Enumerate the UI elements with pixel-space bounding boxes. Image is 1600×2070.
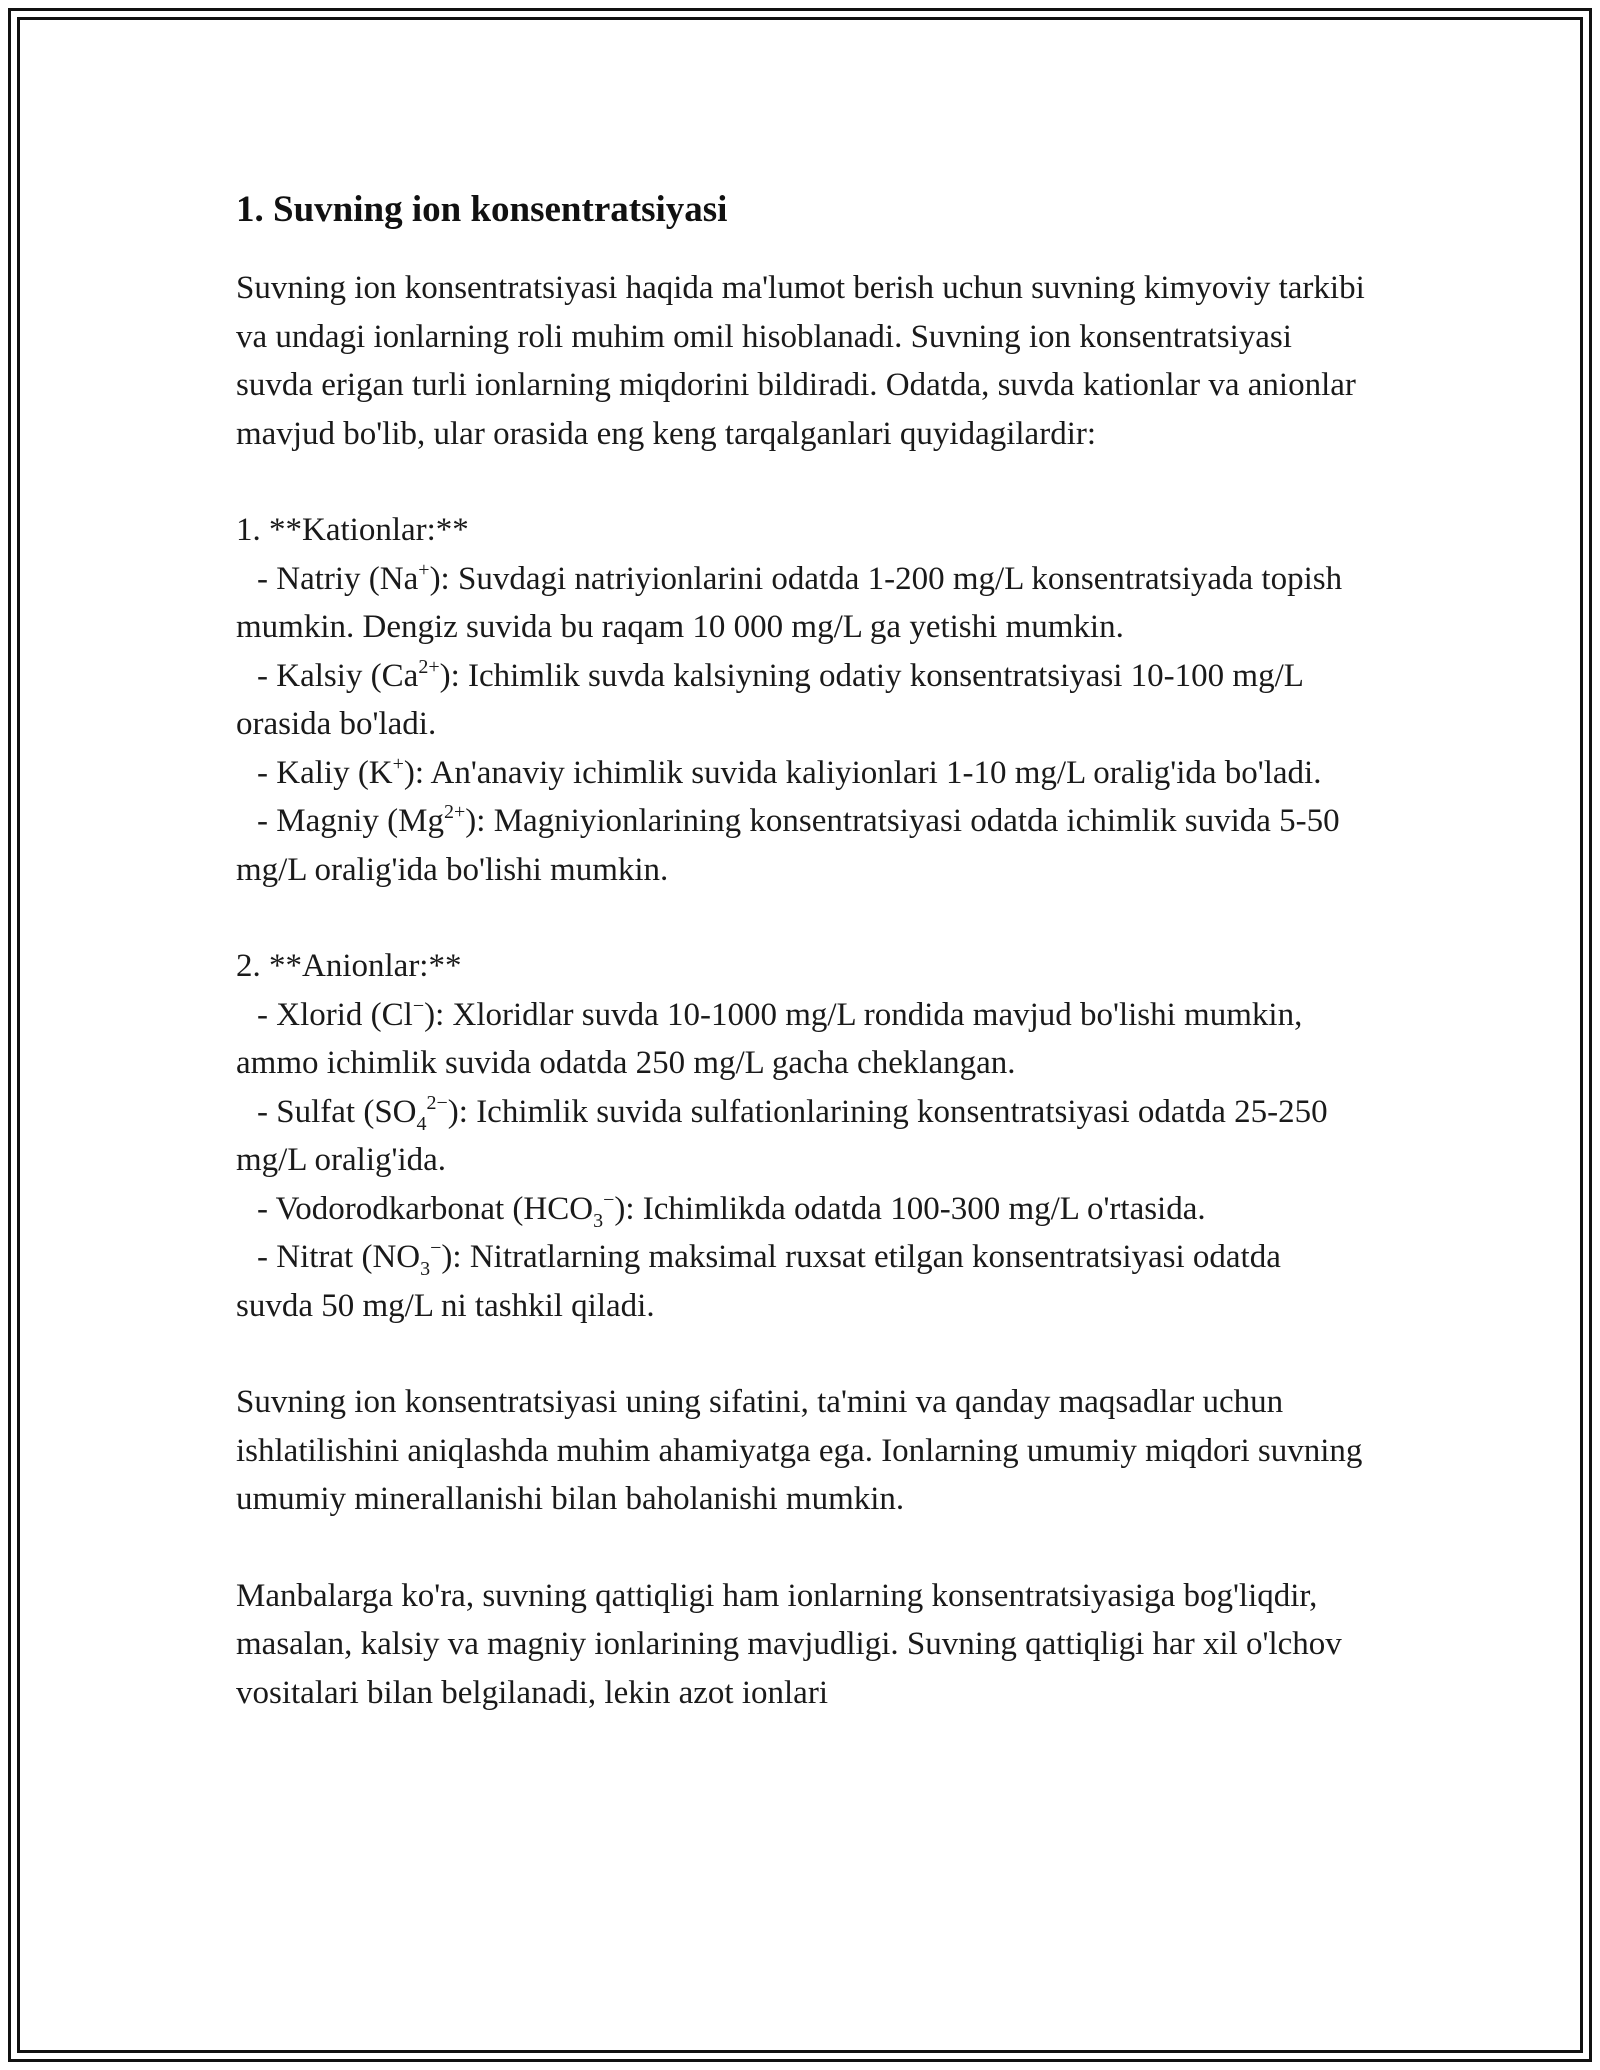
summary-paragraph: Suvning ion konsentratsiyasi uning sifatini, ta'mini va qanday maqsadlar uchun ishlatilishini aniqlashda muhim ahamiyatga ega. Ionlarning umumiy miqdori suvning umumiy minerallanishi bilan baholanishi mumkin.	[236, 1384, 1363, 1517]
anion-item-xlorid: - Xlorid (Cl−): Xloridlar suvda 10-1000 mg/L rondida mavjud bo'lishi mumkin, ammo ichimlik suvida odatda 250 mg/L gacha cheklangan.	[236, 994, 1303, 1081]
cations-heading: 1. **Kationlar:**	[236, 512, 469, 548]
cation-item-kalsiy: - Kalsiy $(Ca^{2+})$: Ichimlik suvda kalsiyning odatiy konsentratsiyasi 10-100 mg/L orasida bo'ladi.	[236, 655, 1303, 742]
anions-heading: 2. **Anionlar:**	[236, 948, 462, 984]
intro-paragraph: Suvning ion konsentratsiyasi haqida ma'lumot berish uchun suvning kimyoviy tarkibi va undagi ionlarning roli muhim omil hisoblanadi. Suvning ion konsentratsiyasi suvda erigan turli ionlarning miqdorini bildiradi. Odatda, suvda kationlar va anionlar mavjud bo'lib, ular orasida eng keng tarqalganlari quyidagilardir:	[236, 270, 1365, 452]
document-body	[236, 184, 1366, 1765]
anion-item-vodorodkarbonat: - Vodorodkarbonat $(HCO_3^-)$: Ichimlikda odatda 100-300 mg/L o'rtasida.	[257, 1188, 1206, 1232]
anion-item-nitrat: - Nitrat $(NO_3^-)$: Nitratlarning maksimal ruxsat etilgan konsentratsiyasi odatda suvda 50 mg/L ni tashkil qiladi.	[236, 1237, 1281, 1324]
cations-list	[236, 506, 1366, 894]
cation-item-magniy: - Magniy $(Mg^{2+})$: Magniyionlarining konsentratsiyasi odatda ichimlik suvida 5-50 mg/L oralig'ida bo'lishi mumkin.	[236, 801, 1340, 888]
anion-item-sulfat: - Sulfat $(SO_4^{2-})$: Ichimlik suvida sulfationlarining konsentratsiyasi odatda 25-250 mg/L oralig'ida.	[236, 1091, 1328, 1178]
cation-item-natriy: - Natriy (Na+): Suvdagi natriyionlarini odatda 1-200 mg/L konsentratsiyada topish mumkin. Dengiz suvida bu raqam 10 000 mg/L ga yetishi mumkin.	[236, 558, 1343, 645]
anions-list	[236, 942, 1366, 1330]
section-title: 1. Suvning ion konsentratsiyasi	[236, 189, 728, 230]
hardness-paragraph: Manbalarga ko'ra, suvning qattiqligi ham ionlarning konsentratsiyasiga bog'liqdir, masalan, kalsiy va magniy ionlarining mavjudligi. Suvning qattiqligi har xil o'lchov vositalari bilan belgilanadi, lekin azot ionlari	[236, 1577, 1342, 1711]
cation-item-kaliy: - Kaliy (K+): An'anaviy ichimlik suvida kaliyionlari 1-10 mg/L oralig'ida bo'ladi.	[257, 752, 1322, 791]
